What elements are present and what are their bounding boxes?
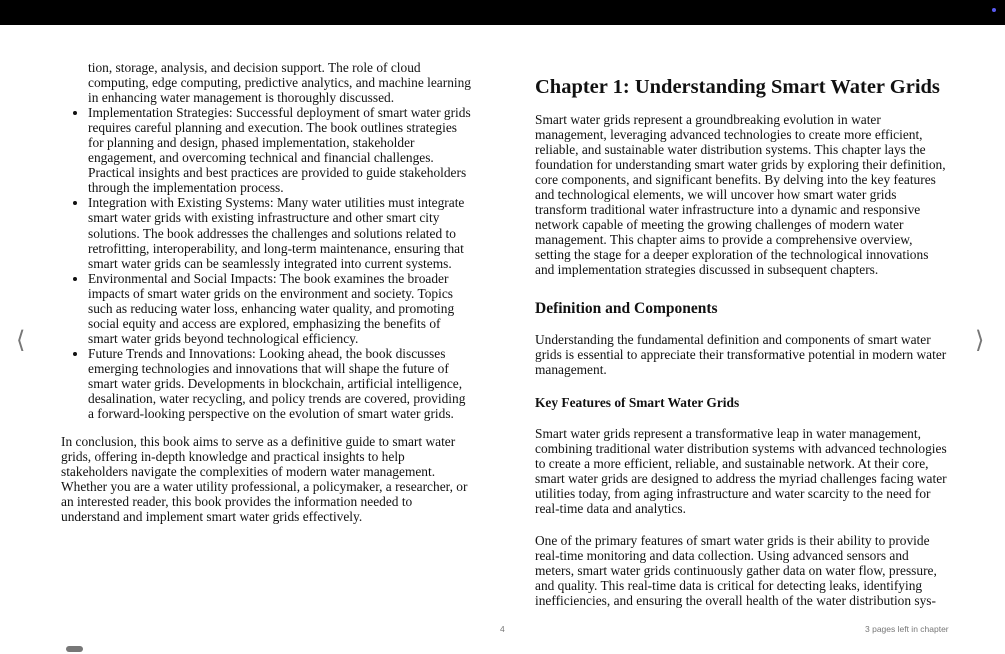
left-page [61, 60, 473, 530]
status-dot-icon [992, 8, 996, 12]
chapter-title: Chapter 1: Understanding Smart Water Grids [535, 76, 940, 98]
body-paragraph: One of the primary features of smart water grids is their ability to provide real-time monitoring and data collection. Using advanced sensors and meters, smart water grids continuously gather data on water flow, pressure, and quality. This real-time data is critical for detecting leaks, identifying inefficiencies, and ensuring the overall health of the water distribution sys- [535, 532, 937, 609]
top-bar [0, 0, 1005, 25]
conclusion-paragraph: In conclusion, this book aims to serve as a definitive guide to smart water grids, offering in-depth knowledge and practical insights to help stakeholders navigate the complexities of modern water management. Whether you are a water utility professional, a policymaker, a researcher, or an interested reader, this book provides the information needed to understand and implement smart water grids effectively. [61, 434, 468, 525]
list-item: • Implementation Strategies: Successful deployment of smart water grids requires careful planning and execution. The book outlines strategies for planning and design, phased implementation, stakeholder engagement, and overcoming technical and financial challenges. Practical insights and best practices are provided to guide stakeholders through the implementation process. [88, 105, 473, 195]
previous-page-button[interactable]: ⟨ [16, 326, 26, 354]
intro-paragraph: Smart water grids represent a groundbreaking evolution in water management, leveraging advanced technologies to create more efficient, reliable, and sustainable water distribution systems. This chapter lays the foundation for understanding smart water grids by exploring their definition, core components, and significant benefits. By delving into the key features and technological elements, we will uncover how smart water grids transform traditional water infrastructure into a dynamic and responsive network capable of meeting the growing challenges of modern water management. This chapter aims to provide a comprehensive overview, setting the stage for a deeper exploration of the technological innovations and implementation strategies discussed in subsequent chapters. [535, 112, 946, 278]
subsection-title: Key Features of Smart Water Grids [535, 394, 740, 410]
body-paragraph: Smart water grids represent a transformative leap in water management, combining traditional water distribution systems with advanced technologies to create a more efficient, reliable, and sustainable network. At their core, smart water grids are designed to address the myriad challenges facing water utilities today, from aging infrastructure and water scarcity to the need for real-time data and analytics. [535, 425, 947, 516]
next-page-button[interactable]: ⟩ [975, 326, 985, 354]
continuation-text: tion, storage, analysis, and decision support. The role of cloud computing, edge computing, predictive analytics, and machine learning in enhancing water management is thoroughly discussed. [88, 60, 471, 106]
list-item: • Integration with Existing Systems: Many water utilities must integrate smart water grids with existing infrastructure and other smart city solutions. The book addresses the challenges and solutions related to retrofitting, interoperability, and long-term maintenance, ensuring that smart water grids can be seamlessly integrated into current systems. [88, 195, 473, 270]
scroll-indicator[interactable] [66, 646, 83, 652]
pages-left-label: 3 pages left in chapter [865, 624, 949, 634]
list-item: • Environmental and Social Impacts: The book examines the broader impacts of smart water grids on the environment and society. Topics such as reducing water loss, enhancing water quality, and promoting social equity and access are explored, emphasizing the benefits of smart water grids beyond technological efficiency. [88, 271, 473, 346]
bullet-list [61, 105, 473, 421]
section-paragraph: Understanding the fundamental definition and components of smart water grids is essential to appreciate their transformative potential in modern water management. [535, 331, 947, 377]
list-item: • Future Trends and Innovations: Looking ahead, the book discusses emerging technologies and innovations that will shape the future of smart water grids. Developments in blockchain, artificial intelligence, desalination, water recycling, and policy trends are covered, providing a forward-looking perspective on the evolution of smart water grids. [88, 346, 473, 421]
right-page [535, 60, 947, 609]
section-title: Definition and Components [535, 299, 718, 317]
page-number: 4 [500, 624, 505, 634]
